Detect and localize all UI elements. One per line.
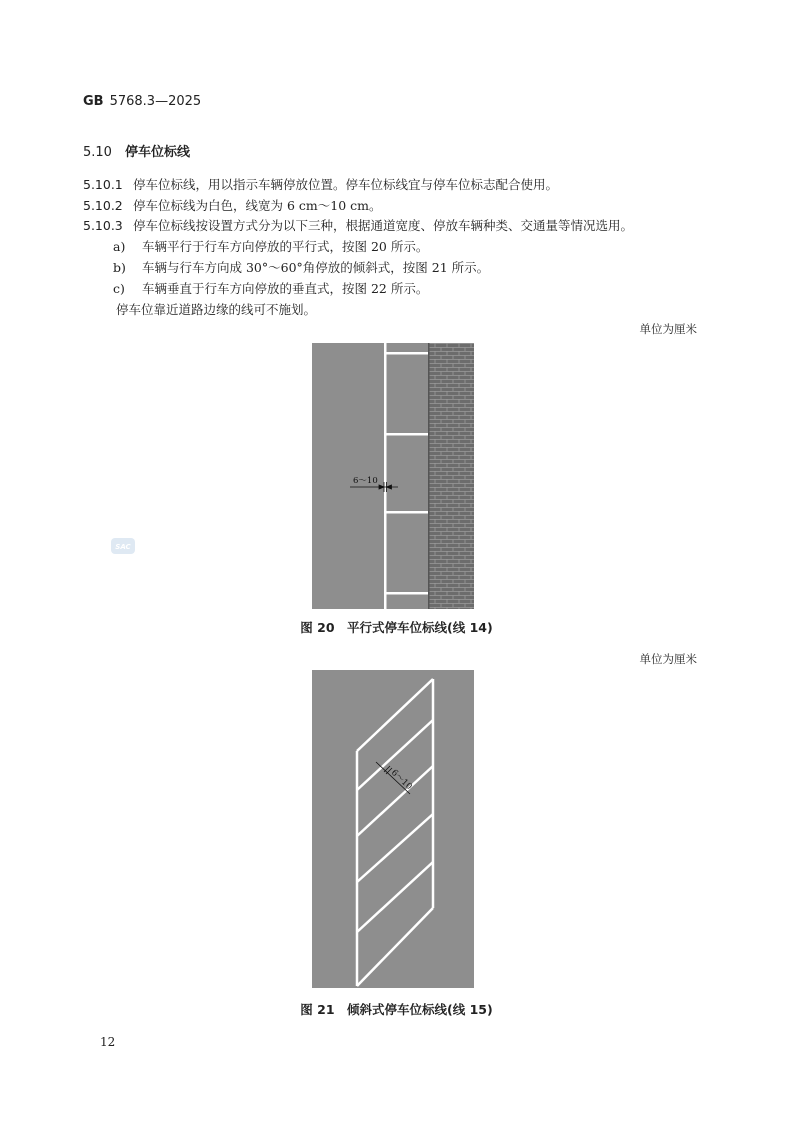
- list-item-a: [113, 237, 428, 255]
- section-number: 5.10: [83, 145, 112, 160]
- item-text: 车辆垂直于行车方向停放的垂直式，按图 22 所示。: [142, 281, 429, 296]
- standard-prefix: GB: [83, 94, 104, 109]
- standard-number: 5768.3—2025: [109, 94, 202, 109]
- clause-number: 5.10.1: [83, 177, 123, 192]
- note-text: 停车位靠近道路边缘的线可不施划。: [116, 302, 317, 317]
- item-label: a): [113, 239, 126, 254]
- clause-text: 停车位标线按设置方式分为以下三种，根据通道宽度、停放车辆种类、交通量等情况选用。: [133, 218, 634, 233]
- dimension-label: 6～10: [388, 767, 414, 793]
- clause-5-10-3: [83, 216, 633, 234]
- stall-divider-line: [385, 352, 428, 355]
- page-number: 12: [100, 1035, 116, 1049]
- figure21-unit-note: 单位为厘米: [639, 652, 697, 666]
- svg-text:SAC: SAC: [115, 543, 131, 551]
- figure21-angled-parking-diagram: [312, 670, 474, 988]
- clause-5-10-1: [83, 175, 558, 193]
- figure21-caption: 图 21 倾斜式停车位标线(线 15): [300, 1002, 493, 1017]
- stall-divider-line: [385, 592, 428, 595]
- figure20-unit-note: 单位为厘米: [639, 322, 697, 336]
- document-header: [83, 94, 201, 109]
- sidewalk-brick: [429, 343, 474, 609]
- clause-text: 停车位标线为白色，线宽为 6 cm～10 cm。: [133, 198, 382, 213]
- section-title: 停车位标线: [125, 145, 191, 160]
- clause-text: 停车位标线，用以指示车辆停放位置。停车位标线宜与停车位标志配合使用。: [133, 177, 559, 192]
- list-item-b: [113, 258, 489, 276]
- stall-divider-line: [385, 433, 428, 436]
- item-label: c): [113, 281, 125, 296]
- item-text: 车辆与行车方向成 30°～60°角停放的倾斜式，按图 21 所示。: [142, 260, 490, 275]
- dimension-label: 6～10: [353, 476, 378, 486]
- item-text: 车辆平行于行车方向停放的平行式，按图 20 所示。: [142, 239, 429, 254]
- figure20-caption: 图 20 平行式停车位标线(线 14): [300, 620, 493, 635]
- figure20-parallel-parking-diagram: [312, 343, 474, 609]
- clause-number: 5.10.2: [83, 198, 123, 213]
- clause-5-10-2: [83, 196, 382, 214]
- item-label: b): [113, 260, 126, 275]
- section-heading: [83, 141, 190, 160]
- clause-number: 5.10.3: [83, 218, 123, 233]
- sac-watermark-logo: [111, 538, 135, 554]
- list-item-c: [113, 279, 428, 297]
- curb-line: [428, 343, 430, 609]
- stall-divider-line: [385, 511, 428, 514]
- parking-boundary-line: [384, 343, 387, 609]
